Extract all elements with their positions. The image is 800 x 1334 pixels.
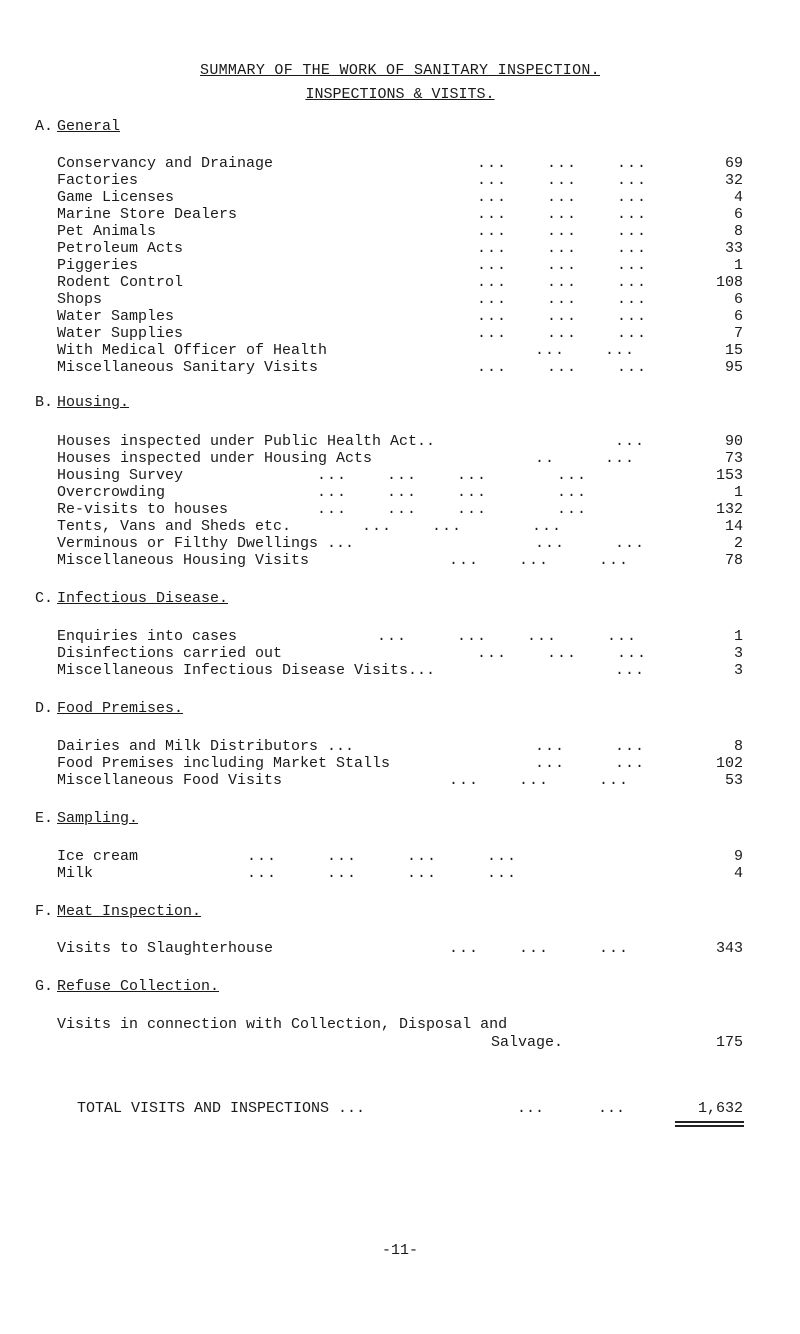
- table-row: Water Supplies ... ... ... 7: [57, 325, 743, 342]
- section-heading-meat-inspection: [35, 903, 201, 920]
- table-row: Piggeries ... ... ... 1: [57, 257, 743, 274]
- page-subtitle: INSPECTIONS & VISITS.: [305, 86, 495, 103]
- section-name: Housing.: [57, 394, 130, 411]
- table-row: Overcrowding ... ... ... ... 1: [57, 484, 743, 501]
- section-letter: F.: [35, 903, 54, 920]
- section-heading-sampling: [35, 810, 138, 827]
- section-letter: E.: [35, 810, 54, 827]
- section-heading-refuse-collection: [35, 978, 219, 995]
- table-row: Miscellaneous Food Visits ... ... ... 53: [57, 772, 743, 789]
- table-row: Conservancy and Drainage ... ... ... 69: [57, 155, 743, 172]
- table-row: Water Samples ... ... ... 6: [57, 308, 743, 325]
- total-dots: ... ...: [517, 1100, 626, 1117]
- section-letter: A.: [35, 118, 54, 135]
- page-number: -11-: [381, 1242, 418, 1259]
- total-value: 1,632: [697, 1100, 743, 1117]
- table-row: Pet Animals ... ... ... 8: [57, 223, 743, 240]
- table-row: Disinfections carried out ... ... ... 3: [57, 645, 743, 662]
- section-letter: G.: [35, 978, 54, 995]
- table-row: Dairies and Milk Distributors ... ... ... 8: [57, 738, 743, 755]
- section-letter: C.: [35, 590, 54, 607]
- table-row: Tents, Vans and Sheds etc. ... ... ... 14: [57, 518, 743, 535]
- total-underline: [675, 1121, 744, 1123]
- section-heading-general: [35, 118, 120, 135]
- table-row: Salvage. 175: [491, 1034, 743, 1051]
- section-letter: B.: [35, 394, 54, 411]
- table-row: Rodent Control ... ... ... 108: [57, 274, 743, 291]
- table-row: Miscellaneous Sanitary Visits ... ... ... 95: [57, 359, 743, 376]
- section-name: Infectious Disease.: [57, 590, 229, 607]
- section-heading-food-premises: [35, 700, 183, 717]
- total-underline: [675, 1125, 744, 1127]
- table-row: Food Premises including Market Stalls ... ... 102: [57, 755, 743, 772]
- section-heading-housing: [35, 394, 129, 411]
- total-label: TOTAL VISITS AND INSPECTIONS ...: [77, 1100, 366, 1117]
- section-letter: D.: [35, 700, 54, 717]
- table-row: Marine Store Dealers ... ... ... 6: [57, 206, 743, 223]
- table-row: Visits in connection with Collection, Disposal and: [57, 1016, 508, 1033]
- table-row: Factories ... ... ... 32: [57, 172, 743, 189]
- section-heading-infectious-disease: [35, 590, 228, 607]
- table-row: With Medical Officer of Health ... ... 15: [57, 342, 743, 359]
- table-row: Enquiries into cases ... ... ... ... 1: [57, 628, 743, 645]
- table-row: Shops ... ... ... 6: [57, 291, 743, 308]
- table-row: Verminous or Filthy Dwellings ... ... ... 2: [57, 535, 743, 552]
- table-row: Milk ... ... ... ... 4: [57, 865, 743, 882]
- table-row: Housing Survey ... ... ... ... 153: [57, 467, 743, 484]
- table-row: Re-visits to houses ... ... ... ... 132: [57, 501, 743, 518]
- table-row: Ice cream ... ... ... ... 9: [57, 848, 743, 865]
- table-row: Miscellaneous Housing Visits ... ... ... 78: [57, 552, 743, 569]
- section-name: Meat Inspection.: [57, 903, 202, 920]
- table-row: Visits to Slaughterhouse ... ... ... 343: [57, 940, 743, 957]
- table-row: Petroleum Acts ... ... ... 33: [57, 240, 743, 257]
- section-name: Food Premises.: [57, 700, 184, 717]
- table-row: Game Licenses ... ... ... 4: [57, 189, 743, 206]
- section-name: General: [57, 118, 121, 135]
- section-name: Sampling.: [57, 810, 139, 827]
- table-row: Houses inspected under Housing Acts .. ... 73: [57, 450, 743, 467]
- table-row: Miscellaneous Infectious Disease Visits... ... 3: [57, 662, 743, 679]
- table-row: Houses inspected under Public Health Act.. ... 90: [57, 433, 743, 450]
- section-name: Refuse Collection.: [57, 978, 220, 995]
- page-title: SUMMARY OF THE WORK OF SANITARY INSPECTION.: [200, 62, 600, 79]
